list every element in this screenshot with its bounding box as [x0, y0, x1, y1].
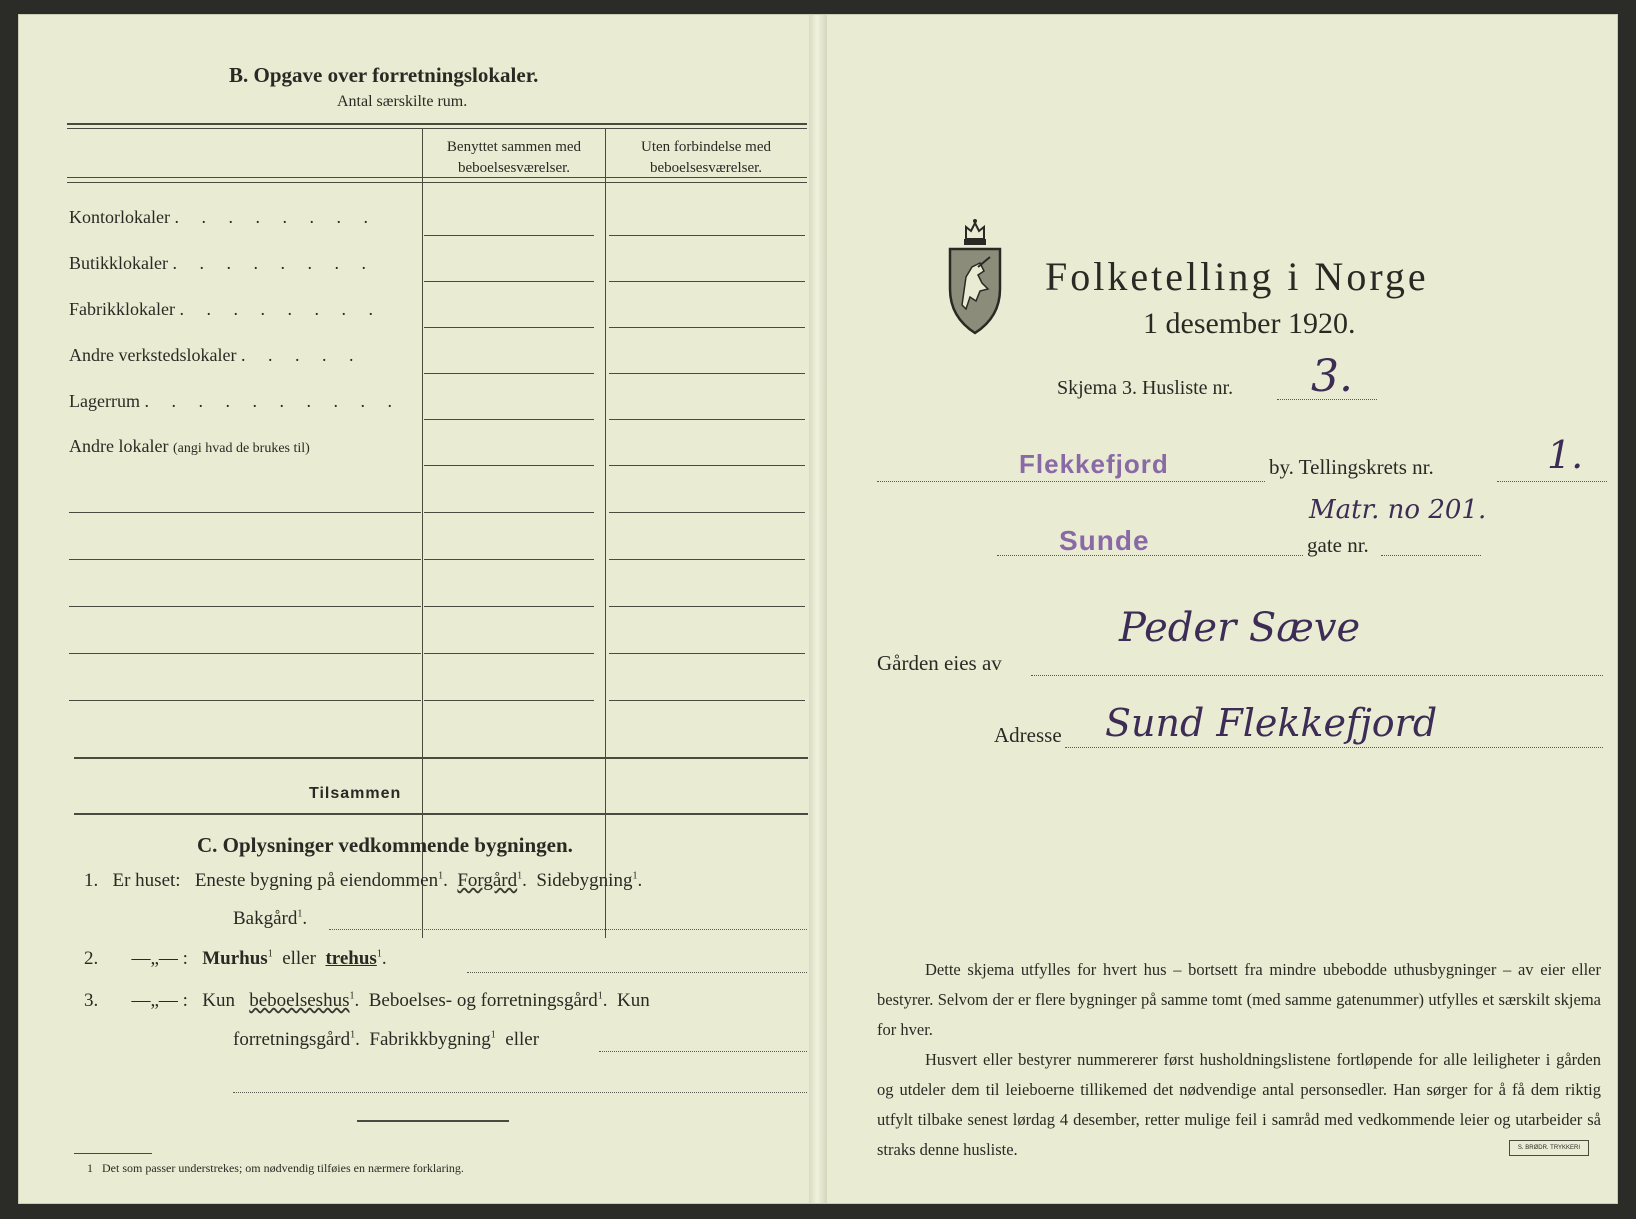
fill-line	[467, 972, 807, 973]
row-andre-verkstedslokaler: Andre verkstedslokaler . . . . .	[69, 345, 363, 365]
cell-rule	[609, 512, 805, 513]
census-date: 1 desember 1920.	[1143, 307, 1356, 340]
question-label: Er huset:	[112, 870, 181, 891]
owner-fill-line	[1031, 675, 1603, 676]
husliste-fill-line	[1277, 399, 1377, 400]
husliste-label: Skjema 3. Husliste nr.	[1057, 377, 1234, 399]
address-value: Sund Flekkefjord	[1105, 701, 1438, 745]
section-c-title: C. Oplysninger vedkommende bygningen.	[197, 833, 573, 857]
footnote-ref: 1	[490, 1029, 496, 1041]
footnote-ref: 1	[297, 908, 303, 920]
matrikkel-number: Matr. no 201.	[1309, 495, 1487, 525]
street-fill-line	[997, 555, 1303, 556]
cell-rule	[424, 700, 594, 701]
option-eneste-bygning: Eneste bygning på eiendommen	[194, 870, 439, 891]
table-col-divider-2	[605, 128, 606, 938]
cell-rule	[424, 419, 594, 420]
option-beboelseshus-underlined: beboelseshus	[249, 990, 350, 1011]
footnote-ref: 1	[517, 870, 523, 882]
row-label: Lagerrum	[69, 391, 140, 411]
fill-line	[329, 929, 807, 930]
footnote-ref: 1	[350, 1029, 356, 1041]
table-header-rule-thin	[67, 182, 807, 183]
total-label: Tilsammen	[309, 785, 402, 802]
gate-nr-label: gate nr.	[1307, 533, 1369, 557]
blank-row-rule	[69, 606, 421, 607]
cell-rule	[424, 373, 594, 374]
blank-row-rule	[69, 512, 421, 513]
column-header-line: beboelsesværelser.	[457, 160, 571, 176]
gate-nr-fill-line	[1381, 555, 1481, 556]
street-stamp: Sunde	[1059, 525, 1150, 556]
word-kun: Kun	[616, 990, 650, 1011]
cell-rule	[609, 465, 805, 466]
row-andre-lokaler	[69, 436, 310, 457]
instruction-paragraph: Husvert eller bestyrer nummererer først husholdningslistene fortløpende for alle leiligheter i gården og utdeler dem til leieboerne tillikemed det nødvendige antal personsedler. Han sørger for å få dem riktig utfylt tilbake senest lørdag 4 desember, retter mulige feil i samråd med vedkommende leier og utarbeider så straks denne husliste.	[877, 1050, 1601, 1159]
cell-rule	[424, 465, 594, 466]
fill-line	[233, 1092, 807, 1093]
section-b-subtitle: Antal særskilte rum.	[337, 93, 468, 110]
cell-rule	[609, 559, 805, 560]
tellingskrets-number: 1.	[1547, 433, 1584, 477]
cell-rule	[609, 327, 805, 328]
option-forgard-underlined: Forgård	[457, 870, 518, 891]
option-trehus-underlined: trehus	[325, 948, 377, 969]
address-label: Adresse	[994, 723, 1062, 747]
word-kun: Kun	[202, 990, 235, 1011]
question-1-line-1: 1. Er huset: Eneste bygning på eiendommen$^1$. Forgård$^1$. Sidebygning$^1$.	[84, 870, 643, 891]
fill-line	[599, 1051, 807, 1052]
blank-row-rule	[69, 559, 421, 560]
question-number: 1.	[84, 870, 99, 891]
section-end-rule	[357, 1120, 509, 1122]
cell-rule	[424, 559, 594, 560]
cell-rule	[609, 700, 805, 701]
cell-rule	[424, 235, 594, 236]
cell-rule	[609, 419, 805, 420]
cell-rule	[424, 281, 594, 282]
city-stamp: Flekkefjord	[1019, 449, 1169, 479]
cell-rule	[609, 653, 805, 654]
blank-row-rule	[69, 700, 421, 701]
table-top-rule-thin	[67, 128, 807, 129]
footnote-ref: 1	[597, 990, 603, 1002]
column-header-without-dwelling	[611, 137, 801, 179]
footnote	[87, 1161, 464, 1176]
total-row-top-rule	[74, 757, 808, 759]
footnote-ref: 1	[438, 870, 444, 882]
footnote-mark: 1	[87, 1161, 93, 1175]
cell-rule	[424, 327, 594, 328]
word-eller: eller	[505, 1029, 540, 1050]
question-2: 2. —„— : Murhus$^1$ eller trehus$^1$.	[84, 948, 387, 969]
table-top-rule	[67, 123, 807, 125]
printer-mark: S. BRØDR. TRYKKERI	[1509, 1140, 1589, 1156]
total-row-bottom-rule	[74, 813, 808, 815]
column-header-line: Uten forbindelse med	[641, 139, 771, 155]
question-3-line-2: forretningsgård$^1$. Fabrikkbygning$^1$ eller	[233, 1029, 540, 1050]
row-label: Fabrikklokaler	[69, 299, 175, 319]
row-label: Andre lokaler	[69, 436, 169, 456]
husliste-number: 3.	[1311, 351, 1353, 402]
cell-rule	[424, 653, 594, 654]
row-lagerrum: Lagerrum . . . . . . . . . .	[69, 391, 401, 411]
cell-rule	[424, 606, 594, 607]
census-title: Folketelling i Norge	[1045, 254, 1429, 299]
column-header-line: Benyttet sammen med	[446, 139, 582, 155]
owner-label: Gården eies av	[877, 651, 1002, 675]
table-col-divider-1	[422, 128, 423, 938]
footnote-ref: 1	[632, 870, 638, 882]
section-b-title: B. Opgave over forretningslokaler.	[229, 63, 539, 87]
page-fold	[809, 15, 827, 1203]
footnote-ref: 1	[349, 990, 355, 1002]
question-number: 3.	[84, 990, 99, 1011]
column-header-with-dwelling	[429, 137, 599, 179]
row-label: Butikklokaler	[69, 253, 168, 273]
option-beboelses-og-forretningsgard: Beboelses- og forretningsgård	[368, 990, 598, 1011]
cell-rule	[609, 373, 805, 374]
footnote-ref: 1	[376, 948, 382, 960]
option-forretningsgard: forretningsgård	[233, 1029, 351, 1050]
footnote-rule	[74, 1153, 152, 1154]
option-murhus: Murhus	[202, 948, 268, 969]
option-fabrikkbygning: Fabrikkbygning	[369, 1029, 491, 1050]
row-label: Kontorlokaler	[69, 207, 170, 227]
instructions	[877, 955, 1601, 1165]
blank-row-rule	[69, 653, 421, 654]
footnote-ref: 1	[267, 948, 273, 960]
owner-value: Peder Sæve	[1119, 605, 1361, 651]
word-eller: eller	[282, 948, 316, 969]
cell-rule	[609, 606, 805, 607]
norway-coat-of-arms-icon	[944, 217, 1006, 337]
cell-rule	[424, 512, 594, 513]
tellingskrets-label: by. Tellingskrets nr.	[1269, 455, 1434, 479]
krets-fill-line	[1497, 481, 1607, 482]
column-header-line: beboelsesværelser.	[649, 160, 763, 176]
question-label: —„— :	[131, 948, 188, 969]
census-form-sheet	[18, 14, 1618, 1204]
footnote-text: Det som passer understrekes; om nødvendig tilføies en nærmere forklaring.	[102, 1161, 464, 1175]
option-bakgard: Bakgård	[233, 908, 298, 929]
row-butikklokaler: Butikklokaler . . . . . . . .	[69, 253, 375, 273]
row-kontorlokaler: Kontorlokaler . . . . . . . .	[69, 207, 377, 227]
question-3-line-1: 3. —„— : Kun beboelseshus$^1$. Beboelses- og forretningsgård$^1$. Kun	[84, 990, 650, 1011]
city-fill-line	[877, 481, 1265, 482]
cell-rule	[609, 235, 805, 236]
question-1-line-2: Bakgård$^1$.	[233, 908, 308, 929]
row-label: Andre verkstedslokaler	[69, 345, 237, 365]
address-fill-line	[1065, 747, 1603, 748]
cell-rule	[609, 281, 805, 282]
instruction-paragraph: Dette skjema utfylles for hvert hus – bortsett fra mindre ubebodde uthusbygninger – av eier eller bestyrer. Selvom der er flere bygninger på samme tomt (med samme gatenummer) utfylles et særskilt skjema for hver.	[877, 960, 1601, 1039]
option-sidebygning: Sidebygning	[536, 870, 633, 891]
row-note: (angi hvad de brukes til)	[172, 441, 310, 456]
row-fabrikklokaler: Fabrikklokaler . . . . . . . .	[69, 299, 382, 319]
question-number: 2.	[84, 948, 99, 969]
question-label: —„— :	[131, 990, 188, 1011]
